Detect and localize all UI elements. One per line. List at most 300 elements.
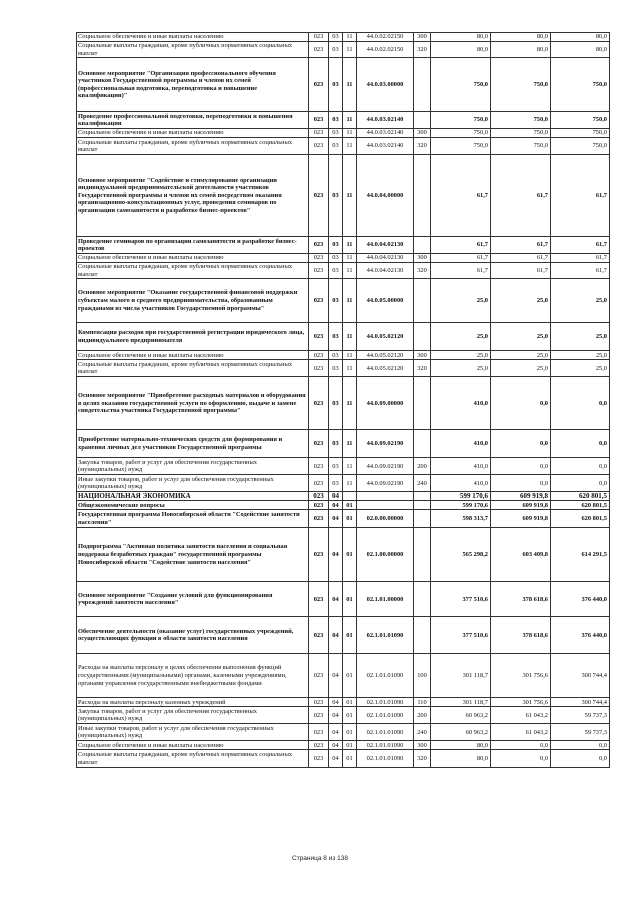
amount-year2-cell: 750,0: [491, 112, 551, 129]
amount-year2-cell: 0,0: [491, 430, 551, 458]
target-item-code-cell: 02.1.01.01090: [357, 698, 414, 707]
amount-year1-cell: 60 963,2: [431, 707, 491, 724]
section-code-cell: 03: [329, 112, 343, 129]
section-code-cell: 03: [329, 138, 343, 155]
section-code-cell: 04: [329, 510, 343, 528]
target-item-code-cell: 44.0.04.00000: [357, 155, 414, 237]
row-name-cell: Социальное обеспечение и иные выплаты населению: [77, 254, 309, 263]
amount-year3-cell: 0,0: [551, 750, 610, 768]
target-item-code-cell: 44.0.03.02140: [357, 129, 414, 138]
section-code-cell: 03: [329, 475, 343, 492]
amount-year3-cell: 80,0: [551, 33, 610, 42]
target-item-code-cell: 02.1.00.00000: [357, 528, 414, 582]
target-item-code-cell: 02.1.01.01090: [357, 617, 414, 654]
amount-year3-cell: 61,7: [551, 155, 610, 237]
table-row: [77, 112, 610, 129]
amount-year3-cell: 61,7: [551, 254, 610, 263]
grbs-code-cell: 023: [309, 33, 329, 42]
amount-year1-cell: 25,0: [431, 360, 491, 377]
amount-year1-cell: 80,0: [431, 750, 491, 768]
row-name-cell: Закупка товаров, работ и услуг для обеспечения государственных (муниципальных) нужд: [77, 458, 309, 475]
subsection-code-cell: [343, 492, 357, 501]
section-code-cell: 04: [329, 750, 343, 768]
table-row: [77, 58, 610, 112]
section-code-cell: 04: [329, 724, 343, 741]
table-row: [77, 138, 610, 155]
table-row: [77, 155, 610, 237]
amount-year2-cell: 61,7: [491, 254, 551, 263]
row-name-cell: НАЦИОНАЛЬНАЯ ЭКОНОМИКА: [77, 492, 309, 501]
section-code-cell: 03: [329, 42, 343, 58]
amount-year1-cell: 25,0: [431, 323, 491, 351]
grbs-code-cell: 023: [309, 155, 329, 237]
table-row: [77, 129, 610, 138]
amount-year2-cell: 609 919,8: [491, 492, 551, 501]
grbs-code-cell: 023: [309, 42, 329, 58]
subsection-code-cell: 01: [343, 617, 357, 654]
subsection-code-cell: 01: [343, 654, 357, 698]
target-item-code-cell: 02.1.01.01090: [357, 724, 414, 741]
amount-year3-cell: 59 737,3: [551, 707, 610, 724]
expense-type-code-cell: 320: [414, 750, 431, 768]
expense-type-code-cell: 320: [414, 360, 431, 377]
amount-year1-cell: 377 510,6: [431, 582, 491, 617]
expense-type-code-cell: [414, 155, 431, 237]
subsection-code-cell: 01: [343, 750, 357, 768]
row-name-cell: Общеэкономические вопросы: [77, 501, 309, 510]
table-row: [77, 323, 610, 351]
grbs-code-cell: 023: [309, 707, 329, 724]
amount-year2-cell: 0,0: [491, 741, 551, 750]
expense-type-code-cell: 320: [414, 138, 431, 155]
section-code-cell: 03: [329, 377, 343, 430]
grbs-code-cell: 023: [309, 654, 329, 698]
section-code-cell: 04: [329, 741, 343, 750]
table-row: [77, 458, 610, 475]
expense-type-code-cell: 300: [414, 741, 431, 750]
table-row: [77, 724, 610, 741]
grbs-code-cell: 023: [309, 129, 329, 138]
grbs-code-cell: 023: [309, 582, 329, 617]
amount-year2-cell: 750,0: [491, 129, 551, 138]
target-item-code-cell: 02.1.01.01090: [357, 654, 414, 698]
subsection-code-cell: 11: [343, 430, 357, 458]
expense-type-code-cell: 200: [414, 458, 431, 475]
target-item-code-cell: 44.0.03.02140: [357, 112, 414, 129]
expense-type-code-cell: [414, 582, 431, 617]
section-code-cell: 03: [329, 33, 343, 42]
subsection-code-cell: 01: [343, 724, 357, 741]
row-name-cell: Основное мероприятие "Приобретение расходных материалов и оборудования в целях оказания государственной услуги по оформлению, выдаче и замене свидетельства участника Государственной программы": [77, 377, 309, 430]
table-row: [77, 263, 610, 279]
amount-year1-cell: 80,0: [431, 741, 491, 750]
target-item-code-cell: 44.0.02.02150: [357, 33, 414, 42]
target-item-code-cell: 02.0.00.00000: [357, 510, 414, 528]
amount-year3-cell: 25,0: [551, 323, 610, 351]
amount-year3-cell: 750,0: [551, 58, 610, 112]
amount-year3-cell: 300 744,4: [551, 654, 610, 698]
amount-year1-cell: 750,0: [431, 112, 491, 129]
expense-type-code-cell: [414, 279, 431, 323]
row-name-cell: Социальное обеспечение и иные выплаты населению: [77, 351, 309, 360]
section-code-cell: 03: [329, 323, 343, 351]
grbs-code-cell: 023: [309, 475, 329, 492]
row-name-cell: Социальные выплаты гражданам, кроме публичных нормативных социальных выплат: [77, 750, 309, 768]
section-code-cell: 03: [329, 279, 343, 323]
amount-year3-cell: 0,0: [551, 475, 610, 492]
table-row: [77, 654, 610, 698]
grbs-code-cell: 023: [309, 458, 329, 475]
table-row: [77, 237, 610, 254]
amount-year2-cell: 0,0: [491, 475, 551, 492]
row-name-cell: Расходы на выплаты персоналу в целях обеспечения выполнения функций государственными (муниципальными) органами, казенными учреждениями, органами управления государственными внебюджетными фондами: [77, 654, 309, 698]
amount-year2-cell: 61,7: [491, 155, 551, 237]
target-item-code-cell: 02.1.01.01090: [357, 741, 414, 750]
row-name-cell: Социальные выплаты гражданам, кроме публичных нормативных социальных выплат: [77, 138, 309, 155]
section-code-cell: 04: [329, 654, 343, 698]
target-item-code-cell: [357, 492, 414, 501]
table-row: [77, 351, 610, 360]
grbs-code-cell: 023: [309, 279, 329, 323]
table-row: [77, 33, 610, 42]
grbs-code-cell: 023: [309, 377, 329, 430]
subsection-code-cell: 11: [343, 323, 357, 351]
expense-type-code-cell: 110: [414, 698, 431, 707]
amount-year1-cell: 60 963,2: [431, 724, 491, 741]
grbs-code-cell: 023: [309, 698, 329, 707]
section-code-cell: 04: [329, 707, 343, 724]
target-item-code-cell: 44.0.05.02120: [357, 323, 414, 351]
amount-year2-cell: 301 756,6: [491, 654, 551, 698]
table-row: [77, 42, 610, 58]
table-row: [77, 501, 610, 510]
amount-year1-cell: 598 313,7: [431, 510, 491, 528]
amount-year2-cell: 0,0: [491, 750, 551, 768]
expense-type-code-cell: [414, 377, 431, 430]
section-code-cell: 03: [329, 360, 343, 377]
expense-type-code-cell: [414, 323, 431, 351]
amount-year2-cell: 609 919,8: [491, 510, 551, 528]
target-item-code-cell: 44.0.09.02190: [357, 475, 414, 492]
amount-year2-cell: 61,7: [491, 237, 551, 254]
row-name-cell: Основное мероприятие "Содействие и стимулирование организации индивидуальной предпринимательской деятельности участников Государственной программы и членов их семей посредством оказания организационно-консультационных услуг, проведения семинаров по организации самозанятости и разработке бизнес-проектов": [77, 155, 309, 237]
amount-year3-cell: 80,0: [551, 42, 610, 58]
target-item-code-cell: 44.0.09.02190: [357, 458, 414, 475]
expense-type-code-cell: [414, 237, 431, 254]
expense-type-code-cell: 240: [414, 724, 431, 741]
expense-type-code-cell: 300: [414, 254, 431, 263]
amount-year1-cell: 80,0: [431, 42, 491, 58]
row-name-cell: Обеспечение деятельности (оказание услуг) государственных учреждений, осуществляющих функции в области занятости населения: [77, 617, 309, 654]
grbs-code-cell: 023: [309, 254, 329, 263]
amount-year3-cell: 614 291,5: [551, 528, 610, 582]
subsection-code-cell: 11: [343, 155, 357, 237]
budget-table: [76, 32, 610, 768]
page-number-footer: Страница 8 из 138: [292, 855, 348, 862]
expense-type-code-cell: [414, 528, 431, 582]
grbs-code-cell: 023: [309, 501, 329, 510]
grbs-code-cell: 023: [309, 323, 329, 351]
amount-year2-cell: 0,0: [491, 458, 551, 475]
row-name-cell: Социальное обеспечение и иные выплаты населению: [77, 33, 309, 42]
section-code-cell: 03: [329, 430, 343, 458]
amount-year3-cell: 0,0: [551, 741, 610, 750]
amount-year1-cell: 750,0: [431, 58, 491, 112]
expense-type-code-cell: [414, 510, 431, 528]
expense-type-code-cell: [414, 112, 431, 129]
target-item-code-cell: 02.1.01.01090: [357, 750, 414, 768]
expense-type-code-cell: [414, 501, 431, 510]
amount-year2-cell: 25,0: [491, 323, 551, 351]
section-code-cell: 04: [329, 698, 343, 707]
row-name-cell: Основное мероприятие "Создание условий для функционирования учреждений занятости населения": [77, 582, 309, 617]
grbs-code-cell: 023: [309, 724, 329, 741]
subsection-code-cell: 11: [343, 112, 357, 129]
expense-type-code-cell: 300: [414, 33, 431, 42]
table-row: [77, 707, 610, 724]
subsection-code-cell: 11: [343, 360, 357, 377]
amount-year1-cell: 80,0: [431, 33, 491, 42]
amount-year1-cell: 61,7: [431, 155, 491, 237]
table-row: [77, 741, 610, 750]
amount-year2-cell: 25,0: [491, 279, 551, 323]
amount-year1-cell: 25,0: [431, 279, 491, 323]
section-code-cell: 03: [329, 155, 343, 237]
row-name-cell: Социальные выплаты гражданам, кроме публичных нормативных социальных выплат: [77, 360, 309, 377]
amount-year1-cell: 301 118,7: [431, 654, 491, 698]
amount-year3-cell: 750,0: [551, 112, 610, 129]
table-row: [77, 360, 610, 377]
grbs-code-cell: 023: [309, 430, 329, 458]
row-name-cell: Социальное обеспечение и иные выплаты населению: [77, 129, 309, 138]
row-name-cell: Подпрограмма "Активная политика занятости населения и социальная поддержка безработных граждан" государственной программы Новосибирской области "Содействие занятости населения": [77, 528, 309, 582]
target-item-code-cell: [357, 501, 414, 510]
row-name-cell: Иные закупки товаров, работ и услуг для обеспечения государственных (муниципальных) нужд: [77, 475, 309, 492]
subsection-code-cell: 11: [343, 475, 357, 492]
amount-year3-cell: 25,0: [551, 279, 610, 323]
amount-year2-cell: 750,0: [491, 58, 551, 112]
row-name-cell: Иные закупки товаров, работ и услуг для обеспечения государственных (муниципальных) нужд: [77, 724, 309, 741]
expense-type-code-cell: 320: [414, 42, 431, 58]
grbs-code-cell: 023: [309, 360, 329, 377]
section-code-cell: 04: [329, 617, 343, 654]
amount-year2-cell: 61,7: [491, 263, 551, 279]
amount-year3-cell: 750,0: [551, 129, 610, 138]
grbs-code-cell: 023: [309, 750, 329, 768]
grbs-code-cell: 023: [309, 741, 329, 750]
amount-year2-cell: 750,0: [491, 138, 551, 155]
amount-year2-cell: 61 043,2: [491, 707, 551, 724]
subsection-code-cell: 11: [343, 351, 357, 360]
section-code-cell: 03: [329, 129, 343, 138]
amount-year2-cell: 0,0: [491, 377, 551, 430]
subsection-code-cell: 11: [343, 237, 357, 254]
amount-year2-cell: 80,0: [491, 42, 551, 58]
amount-year3-cell: 620 801,5: [551, 501, 610, 510]
amount-year2-cell: 378 618,6: [491, 582, 551, 617]
table-row: [77, 510, 610, 528]
amount-year2-cell: 603 409,8: [491, 528, 551, 582]
subsection-code-cell: 11: [343, 458, 357, 475]
section-code-cell: 04: [329, 528, 343, 582]
amount-year1-cell: 25,0: [431, 351, 491, 360]
amount-year1-cell: 410,0: [431, 475, 491, 492]
table-row: [77, 279, 610, 323]
table-row: [77, 528, 610, 582]
target-item-code-cell: 02.1.01.00000: [357, 582, 414, 617]
expense-type-code-cell: [414, 430, 431, 458]
expense-type-code-cell: [414, 58, 431, 112]
subsection-code-cell: 01: [343, 707, 357, 724]
grbs-code-cell: 023: [309, 138, 329, 155]
table-row: [77, 698, 610, 707]
amount-year2-cell: 301 756,6: [491, 698, 551, 707]
subsection-code-cell: 11: [343, 58, 357, 112]
subsection-code-cell: 01: [343, 741, 357, 750]
grbs-code-cell: 023: [309, 237, 329, 254]
row-name-cell: Компенсация расходов при государственной регистрации юридического лица, индивидуального предпринимателя: [77, 323, 309, 351]
amount-year2-cell: 609 919,8: [491, 501, 551, 510]
section-code-cell: 03: [329, 351, 343, 360]
grbs-code-cell: 023: [309, 528, 329, 582]
row-name-cell: Социальные выплаты гражданам, кроме публичных нормативных социальных выплат: [77, 42, 309, 58]
expense-type-code-cell: [414, 617, 431, 654]
section-code-cell: 03: [329, 254, 343, 263]
row-name-cell: Проведение семинаров по организации самозанятости и разработке бизнес-проектов: [77, 237, 309, 254]
section-code-cell: 04: [329, 501, 343, 510]
subsection-code-cell: 01: [343, 501, 357, 510]
amount-year2-cell: 25,0: [491, 351, 551, 360]
grbs-code-cell: 023: [309, 510, 329, 528]
amount-year1-cell: 565 298,2: [431, 528, 491, 582]
amount-year1-cell: 750,0: [431, 129, 491, 138]
amount-year3-cell: 376 440,0: [551, 582, 610, 617]
amount-year3-cell: 0,0: [551, 377, 610, 430]
target-item-code-cell: 44.0.05.02120: [357, 351, 414, 360]
row-name-cell: Проведение профессиональной подготовки, переподготовки и повышения квалификации: [77, 112, 309, 129]
table-row: [77, 750, 610, 768]
grbs-code-cell: 023: [309, 263, 329, 279]
amount-year1-cell: 599 170,6: [431, 492, 491, 501]
amount-year1-cell: 410,0: [431, 458, 491, 475]
amount-year2-cell: 378 618,6: [491, 617, 551, 654]
section-code-cell: 03: [329, 237, 343, 254]
section-code-cell: 04: [329, 492, 343, 501]
amount-year2-cell: 61 043,2: [491, 724, 551, 741]
row-name-cell: Социальные выплаты гражданам, кроме публичных нормативных социальных выплат: [77, 263, 309, 279]
row-name-cell: Основное мероприятие "Оказание государственной финансовой поддержки субъектам малого и среднего предпринимательства, образованным гражданами из числа участников Государственной программы": [77, 279, 309, 323]
table-row: [77, 377, 610, 430]
expense-type-code-cell: [414, 492, 431, 501]
amount-year1-cell: 410,0: [431, 377, 491, 430]
budget-table-page: [76, 32, 609, 768]
subsection-code-cell: 11: [343, 42, 357, 58]
amount-year3-cell: 750,0: [551, 138, 610, 155]
subsection-code-cell: 11: [343, 279, 357, 323]
amount-year1-cell: 61,7: [431, 263, 491, 279]
amount-year3-cell: 25,0: [551, 360, 610, 377]
target-item-code-cell: 44.0.05.00000: [357, 279, 414, 323]
subsection-code-cell: 01: [343, 698, 357, 707]
expense-type-code-cell: 320: [414, 263, 431, 279]
grbs-code-cell: 023: [309, 351, 329, 360]
target-item-code-cell: 02.1.01.01090: [357, 707, 414, 724]
amount-year1-cell: 301 118,7: [431, 698, 491, 707]
subsection-code-cell: 01: [343, 510, 357, 528]
amount-year1-cell: 61,7: [431, 254, 491, 263]
expense-type-code-cell: 300: [414, 351, 431, 360]
grbs-code-cell: 023: [309, 112, 329, 129]
row-name-cell: Закупка товаров, работ и услуг для обеспечения государственных (муниципальных) нужд: [77, 707, 309, 724]
amount-year2-cell: 25,0: [491, 360, 551, 377]
subsection-code-cell: 11: [343, 138, 357, 155]
target-item-code-cell: 44.0.09.00000: [357, 377, 414, 430]
amount-year1-cell: 61,7: [431, 237, 491, 254]
section-code-cell: 03: [329, 263, 343, 279]
table-row: [77, 492, 610, 501]
expense-type-code-cell: 300: [414, 129, 431, 138]
amount-year1-cell: 377 510,6: [431, 617, 491, 654]
target-item-code-cell: 44.0.03.02140: [357, 138, 414, 155]
row-name-cell: Государственная программа Новосибирской области "Содействие занятости населения": [77, 510, 309, 528]
amount-year3-cell: 0,0: [551, 458, 610, 475]
amount-year3-cell: 620 801,5: [551, 510, 610, 528]
row-name-cell: Расходы на выплаты персоналу казенных учреждений: [77, 698, 309, 707]
subsection-code-cell: 01: [343, 582, 357, 617]
amount-year3-cell: 61,7: [551, 237, 610, 254]
subsection-code-cell: 11: [343, 33, 357, 42]
target-item-code-cell: 44.0.04.02130: [357, 254, 414, 263]
subsection-code-cell: 11: [343, 129, 357, 138]
amount-year1-cell: 750,0: [431, 138, 491, 155]
table-row: [77, 475, 610, 492]
subsection-code-cell: 11: [343, 254, 357, 263]
grbs-code-cell: 023: [309, 58, 329, 112]
amount-year3-cell: 25,0: [551, 351, 610, 360]
target-item-code-cell: 44.0.05.02120: [357, 360, 414, 377]
section-code-cell: 04: [329, 582, 343, 617]
amount-year1-cell: 599 170,6: [431, 501, 491, 510]
subsection-code-cell: 11: [343, 377, 357, 430]
row-name-cell: Основное мероприятие "Организация профессионального обучения участников Государственной программы и членов их семей (профессиональная подготовка, переподготовка и повышение квалификации)": [77, 58, 309, 112]
amount-year3-cell: 620 801,5: [551, 492, 610, 501]
table-row: [77, 617, 610, 654]
section-code-cell: 03: [329, 458, 343, 475]
expense-type-code-cell: 240: [414, 475, 431, 492]
amount-year2-cell: 80,0: [491, 33, 551, 42]
amount-year3-cell: 376 440,0: [551, 617, 610, 654]
target-item-code-cell: 44.0.04.02130: [357, 263, 414, 279]
amount-year1-cell: 410,0: [431, 430, 491, 458]
target-item-code-cell: 44.0.02.02150: [357, 42, 414, 58]
row-name-cell: Приобретение материально-технических средств для формирования и хранения личных дел участников Государственной программы: [77, 430, 309, 458]
section-code-cell: 03: [329, 58, 343, 112]
target-item-code-cell: 44.0.04.02130: [357, 237, 414, 254]
amount-year3-cell: 59 737,3: [551, 724, 610, 741]
table-row: [77, 582, 610, 617]
target-item-code-cell: 44.0.09.02190: [357, 430, 414, 458]
amount-year3-cell: 61,7: [551, 263, 610, 279]
amount-year3-cell: 0,0: [551, 430, 610, 458]
table-row: [77, 430, 610, 458]
grbs-code-cell: 023: [309, 492, 329, 501]
subsection-code-cell: 11: [343, 263, 357, 279]
expense-type-code-cell: 200: [414, 707, 431, 724]
grbs-code-cell: 023: [309, 617, 329, 654]
expense-type-code-cell: 100: [414, 654, 431, 698]
subsection-code-cell: 01: [343, 528, 357, 582]
row-name-cell: Социальное обеспечение и иные выплаты населению: [77, 741, 309, 750]
